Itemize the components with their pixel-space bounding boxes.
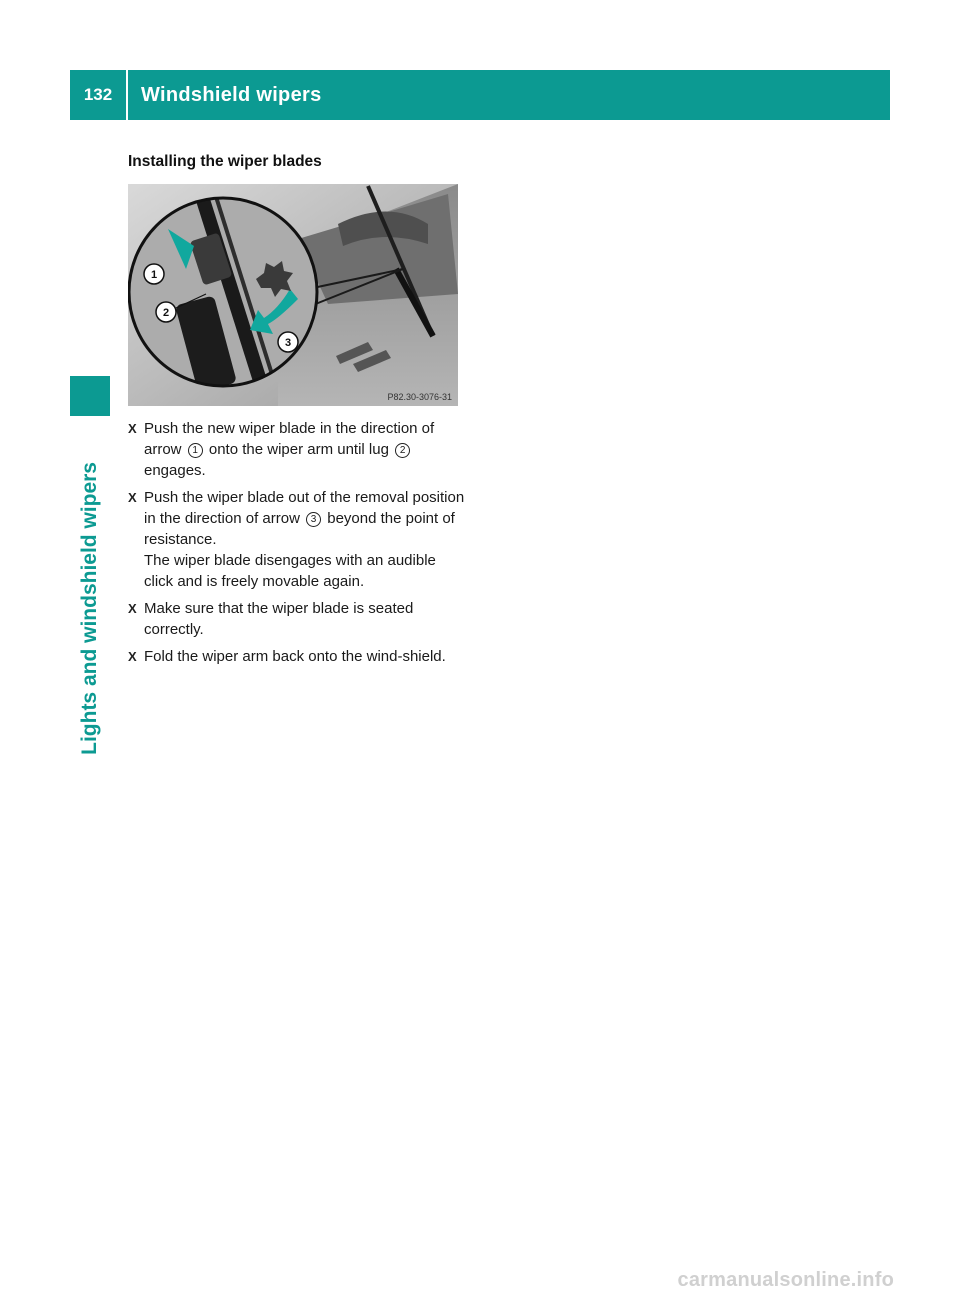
step-marker: X — [128, 421, 137, 436]
page-title: Windshield wipers — [141, 83, 322, 106]
callout-label-2: 2 — [162, 307, 170, 319]
step-result-note: The wiper blade disengages with an audible click and is freely movable again. — [144, 552, 436, 590]
callout-label-3: 3 — [284, 337, 292, 349]
page-number: 132 — [83, 85, 113, 104]
step-text: Make sure that the wiper blade is seated correctly. — [144, 600, 414, 638]
step-marker: X — [128, 649, 137, 664]
step-text: Fold the wiper arm back onto the wind-shield. — [144, 648, 446, 665]
step-text: onto the wiper arm until lug — [204, 441, 394, 458]
site-watermark: carmanualsonline.info — [677, 1269, 894, 1291]
step-text: Push the new wiper blade in the direction of arrow — [144, 420, 435, 458]
step-marker: X — [128, 490, 137, 505]
instruction-step — [128, 598, 468, 640]
figure-code: P82.30-3076-31 — [387, 392, 452, 402]
instruction-step — [128, 646, 468, 667]
instruction-step — [128, 418, 468, 481]
callout-label-1: 1 — [150, 269, 158, 281]
callout-3-icon — [278, 332, 298, 352]
instruction-list — [128, 418, 468, 673]
callout-reference: 2 — [395, 443, 410, 458]
callout-1-icon — [144, 264, 164, 284]
chapter-label: Lights and windshield wipers — [78, 462, 101, 755]
chapter-side-label — [70, 425, 110, 755]
instruction-step — [128, 487, 468, 592]
section-heading: Installing the wiper blades — [128, 153, 322, 170]
callout-reference: 3 — [306, 512, 321, 527]
wiper-installation-figure — [128, 184, 458, 406]
step-text: beyond the point of resistance. — [144, 510, 455, 548]
callout-2-icon — [156, 302, 176, 322]
page-header — [70, 70, 890, 120]
callout-reference: 1 — [188, 443, 203, 458]
step-text: Push the wiper blade out of the removal position in the direction of arrow — [144, 489, 465, 527]
step-text: engages. — [144, 462, 206, 479]
chapter-tab-marker — [70, 376, 110, 416]
step-marker: X — [128, 601, 137, 616]
